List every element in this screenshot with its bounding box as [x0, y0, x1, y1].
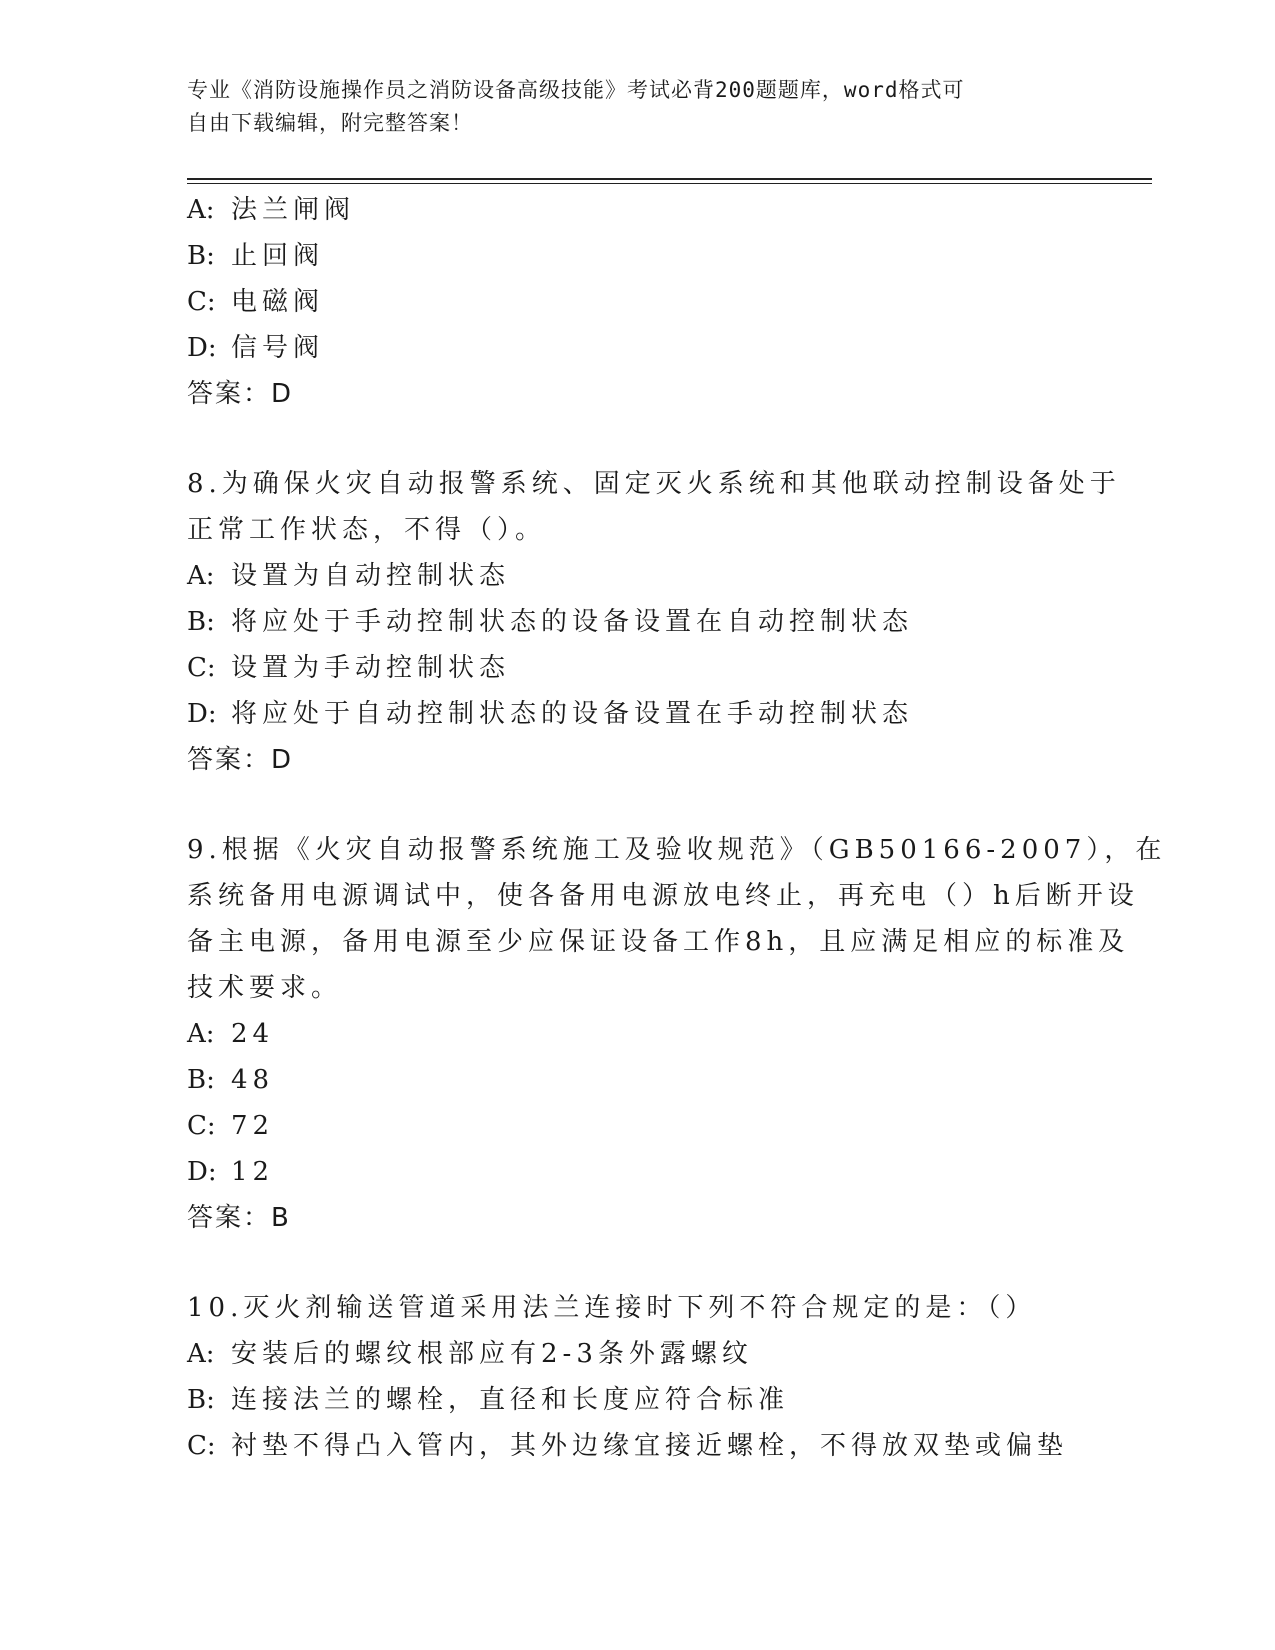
option-b: B: 连接法兰的螺栓，直径和长度应符合标准 — [187, 1385, 790, 1415]
option-b: B: 48 — [187, 1065, 275, 1095]
question-8 — [187, 461, 1121, 783]
answer: 答案：D — [187, 745, 294, 775]
option-a: A: 设置为自动控制状态 — [187, 561, 511, 591]
question-list — [187, 187, 1167, 1469]
answer: 答案：D — [187, 379, 294, 409]
option-c: C: 电磁阀 — [187, 287, 325, 317]
option-d: D: 12 — [187, 1157, 275, 1187]
question-10 — [187, 1285, 1087, 1469]
option-d: D: 将应处于自动控制状态的设备设置在手动控制状态 — [187, 699, 914, 729]
header-line-1: 专业《消防设施操作员之消防设备高级技能》考试必背200题题库，word格式可 — [187, 78, 965, 102]
option-c: C: 72 — [187, 1111, 275, 1141]
question-stem-line: 正常工作状态，不得（）。 — [187, 515, 547, 545]
header-rule-thick — [187, 178, 1152, 180]
document-header — [187, 74, 1067, 140]
option-c: C: 衬垫不得凸入管内，其外边缘宜接近螺栓，不得放双垫或偏垫 — [187, 1431, 1069, 1461]
question-9 — [187, 827, 1167, 1241]
question-stem-line: 系统备用电源调试中，使各备用电源放电终止，再充电（）h后断开设 — [187, 881, 1139, 911]
header-rule-thin — [187, 183, 1152, 184]
question-stem-line: 备主电源，备用电源至少应保证设备工作8h，且应满足相应的标准及 — [187, 927, 1130, 957]
option-a: A: 法兰闸阀 — [187, 195, 356, 225]
option-a: A: 24 — [187, 1019, 275, 1049]
option-c: C: 设置为手动控制状态 — [187, 653, 511, 683]
option-b: B: 将应处于手动控制状态的设备设置在自动控制状态 — [187, 607, 914, 637]
option-a: A: 安装后的螺纹根部应有2-3条外露螺纹 — [187, 1339, 753, 1369]
question-stem-line: 9.根据《火灾自动报警系统施工及验收规范》（GB50166-2007），在 — [187, 835, 1167, 865]
answer: 答案：B — [187, 1203, 291, 1233]
option-d: D: 信号阀 — [187, 333, 325, 363]
question-stem-line: 技术要求。 — [187, 973, 343, 1003]
question-stem-line: 8.为确保火灾自动报警系统、固定灭火系统和其他联动控制设备处于 — [187, 469, 1121, 499]
question-stem-line: 10.灭火剂输送管道采用法兰连接时下列不符合规定的是：（） — [187, 1293, 1037, 1323]
question-7-continued — [187, 187, 1087, 417]
header-line-2: 自由下载编辑，附完整答案！ — [187, 111, 473, 135]
option-b: B: 止回阀 — [187, 241, 325, 271]
